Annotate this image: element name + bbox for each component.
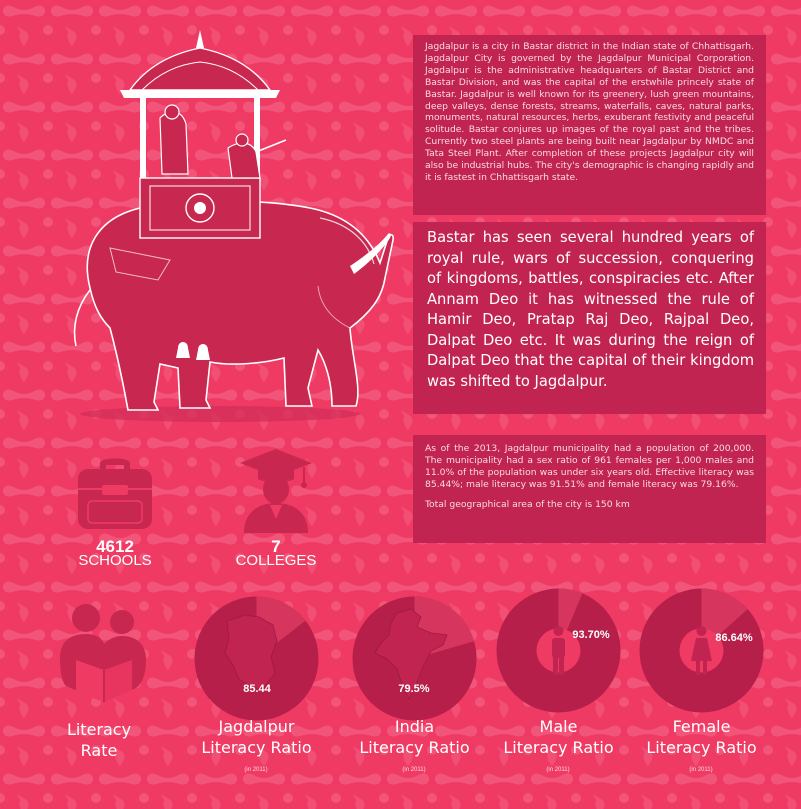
population-text: As of the 2013, Jagdalpur municipality had a population of 200,000. The municipality had a sex ratio of 961 females per 1,000 males and 11.0% of the population was under six years old. Effective literacy was 85.44%; male literacy was 91.51% and female literacy was 79.16%.	[425, 443, 754, 490]
literacy-rate-line1: Literacy	[66, 720, 132, 739]
male-literacy-value: 93.70%	[572, 629, 610, 641]
india-literacy-value: 79.5%	[398, 683, 430, 695]
india-literacy-pie	[351, 595, 478, 722]
intro-text: Jagdalpur is a city in Bastar district in the Indian state of Chhattisgarh. Jagdalpur City is governed by the Jagdalpur Municipal Corporation. Jagdalpur is the administrative headquarters of Bastar District and Bastar Division, and was the capital of the erstwhile princely state of Bastar. Jagdalpur is well known for its greenery, lush green mountains, deep valleys, dense forests, streams, waterfalls, caves, natural parks, monuments, natural resources, herbs, exuberant festivity and peaceful solitude. Bastar conjures up images of the royal past and the tribes. Currently two steel plants are being built near Jagdalpur by NMDC and Tata Steel Plant. After completion of these projects Jagdalpur city will also be industrial hubs. The city's demographic is changing rapidly and it is fastest in Chhattisgarh state.	[425, 41, 754, 183]
male-label-line1: Male	[539, 717, 578, 736]
jagdalpur-label-line1: Jagdalpur	[218, 717, 295, 736]
schools-label: SCHOOLS	[78, 552, 152, 569]
jagdalpur-label-line2: Literacy Ratio	[201, 738, 312, 757]
population-box	[413, 435, 766, 543]
female-literacy-note: (in 2011)	[689, 767, 713, 773]
jagdalpur-literacy-note: (in 2011)	[244, 767, 268, 773]
jagdalpur-literacy-value: 85.44	[243, 683, 271, 695]
jagdalpur-literacy-pie	[193, 595, 320, 722]
colleges-count: 7	[271, 537, 281, 556]
elephant-shadow	[80, 406, 360, 422]
male-literacy-note: (in 2011)	[546, 767, 570, 773]
history-text: Bastar has seen several hundred years of royal rule, wars of succession, conquering of kingdoms, battles, conspiracies etc. After Annam Deo it has witnessed the rule of Hamir Deo, Pratap Raj Deo, Rajpal Deo, Dalpat Deo etc. It was during the reign of Dalpat Deo that the capital of their kingdom was shifted to Jagdalpur.	[427, 229, 754, 390]
male-literacy-label	[485, 716, 632, 758]
male-literacy-pie	[495, 587, 622, 714]
female-literacy-pie	[638, 587, 765, 714]
colleges-label: COLLEGES	[235, 552, 317, 569]
literacy-rate-label	[44, 719, 154, 761]
male-label-line2: Literacy Ratio	[503, 738, 614, 757]
female-literacy-label	[628, 716, 775, 758]
female-label-line2: Literacy Ratio	[646, 738, 757, 757]
female-literacy-value: 86.64%	[715, 632, 753, 644]
schools-count: 4612	[96, 537, 134, 556]
india-label-line2: Literacy Ratio	[359, 738, 470, 757]
area-text: Total geographical area of the city is 150 km	[425, 498, 630, 510]
reading-people-icon	[52, 598, 152, 710]
intro-box	[413, 35, 766, 215]
female-label-line1: Female	[672, 717, 731, 736]
school-bag-icon	[72, 455, 158, 533]
india-literacy-note: (in 2011)	[402, 767, 426, 773]
elephant-illustration	[50, 28, 395, 428]
literacy-rate-line2: Rate	[80, 741, 118, 760]
graduate-icon	[236, 445, 316, 535]
history-box	[413, 222, 766, 414]
india-literacy-label	[341, 716, 488, 758]
india-label-line1: India	[394, 717, 435, 736]
jagdalpur-literacy-label	[183, 716, 330, 758]
